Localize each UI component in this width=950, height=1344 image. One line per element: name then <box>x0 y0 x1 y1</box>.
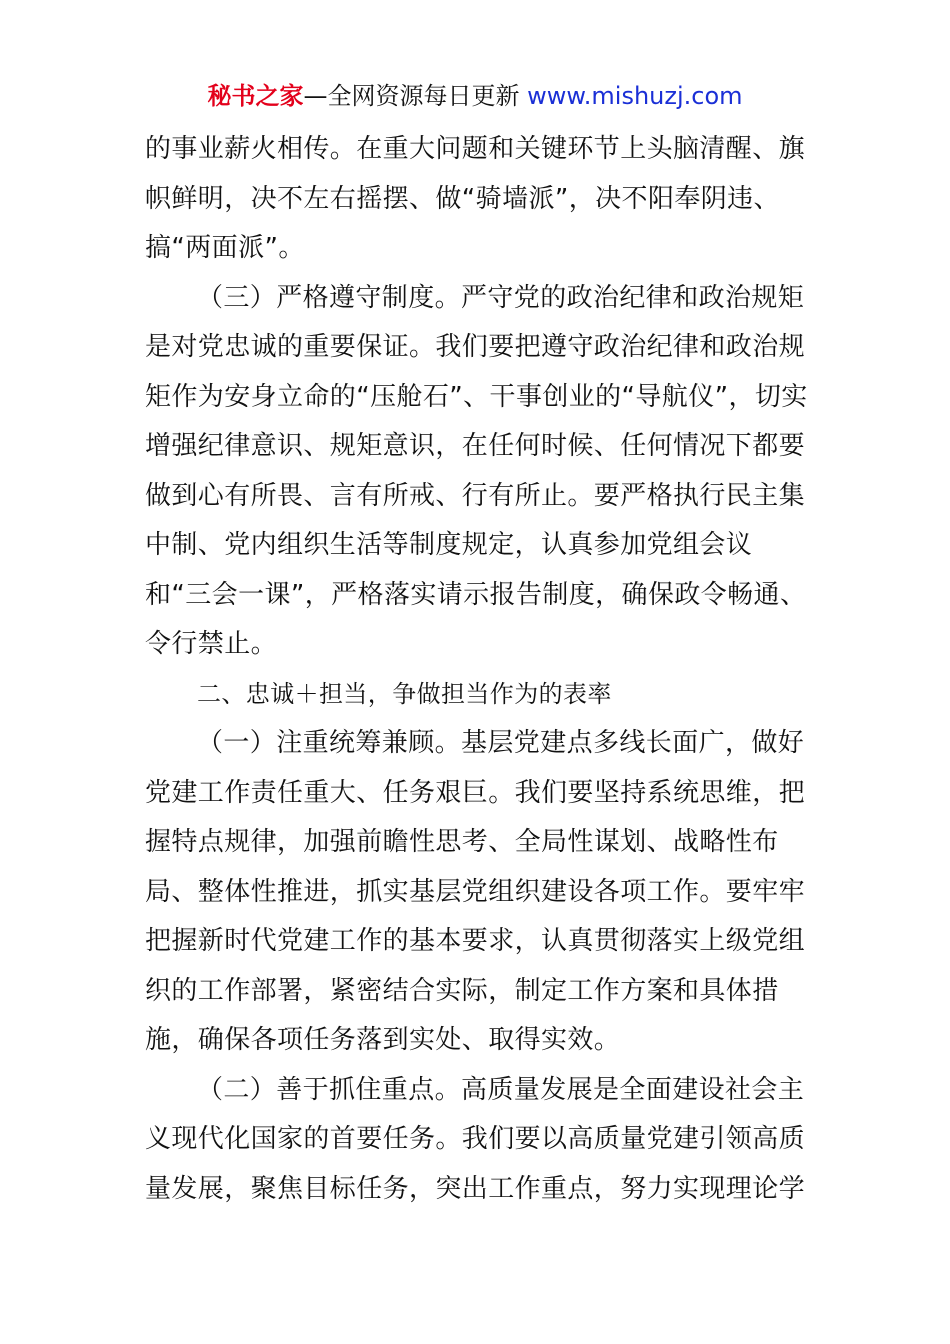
site-tagline: —全网资源每日更新 <box>303 82 528 110</box>
document-body <box>145 125 810 1214</box>
section-heading-loyalty-responsibility: 二、忠诚＋担当，争做担当作为的表率 <box>197 679 612 708</box>
page-header <box>0 80 950 112</box>
paragraph-continuation: 的事业薪火相传。在重大问题和关键环节上头脑清醒、旗帜鲜明，决不左右摇摆、做“骑墙派”，决不阳奉阴违、搞“两面派”。 <box>145 134 806 263</box>
site-url[interactable]: www.mishuzj.com <box>527 82 743 110</box>
paragraph-key-points: （二）善于抓住重点。高质量发展是全面建设社会主义现代化国家的首要任务。我们要以高质量党建引领高质量发展，聚焦目标任务，突出工作重点，努力实现理论学 <box>145 1074 806 1204</box>
paragraph-strict-compliance: （三）严格遵守制度。严守党的政治纪律和政治规矩是对党忠诚的重要保证。我们要把遵守政治纪律和政治规矩作为安身立命的“压舱石”、干事创业的“导航仪”，切实增强纪律意识、规矩意识，在任何时候、任何情况下都要做到心有所畏、言有所戒、行有所止。要严格执行民主集中制、党内组织生活等制度规定，认真参加党组会议和“三会一课”，严格落实请示报告制度，确保政令畅通、令行禁止。 <box>145 282 808 659</box>
site-brand: 秘书之家 <box>207 82 304 110</box>
paragraph-overall-planning: （一）注重统筹兼顾。基层党建点多线长面广，做好党建工作责任重大、任务艰巨。我们要坚持系统思维，把握特点规律，加强前瞻性思考、全局性谋划、战略性布局、整体性推进，抓实基层党组织建设各项工作。要牢牢把握新时代党建工作的基本要求，认真贯彻落实上级党组织的工作部署，紧密结合实际，制定工作方案和具体措施，确保各项任务落到实处、取得实效。 <box>145 728 806 1055</box>
